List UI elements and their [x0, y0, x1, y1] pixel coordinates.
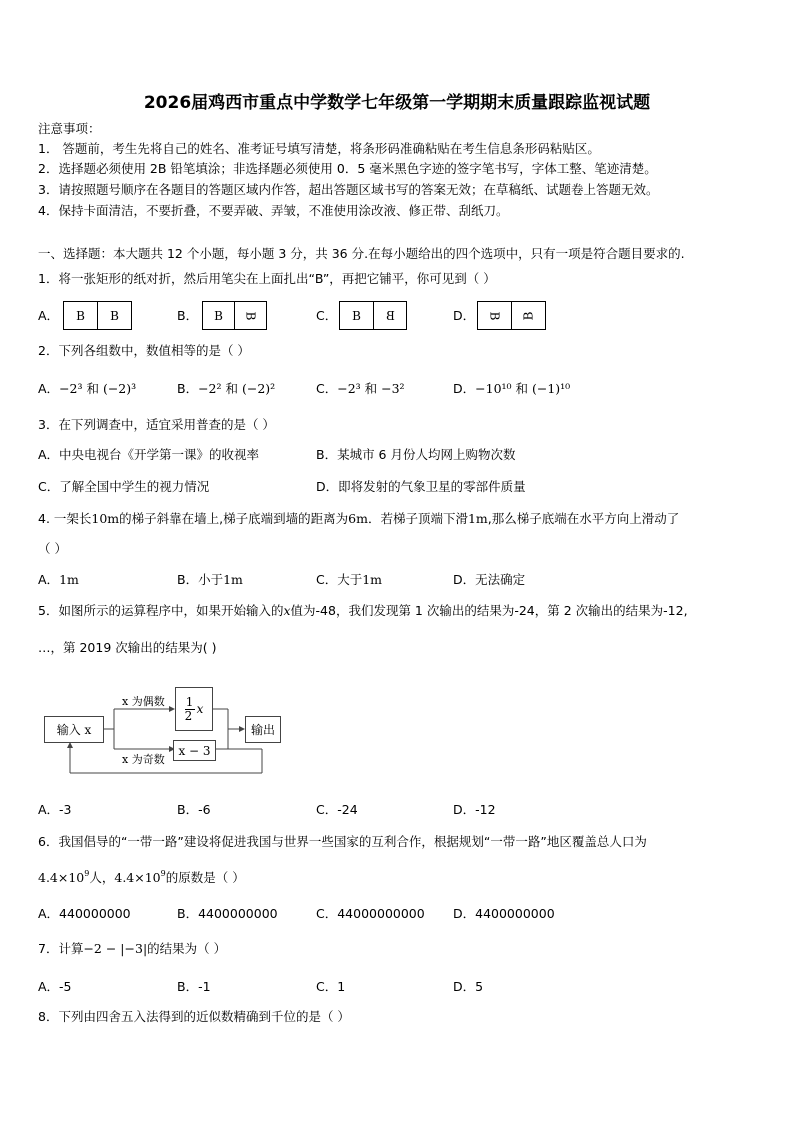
b-letter: B: [97, 302, 131, 329]
question-4-paren: （ ）: [38, 541, 67, 556]
q1-option-d-figure: [477, 301, 546, 330]
q1-option-c-figure: [339, 301, 407, 330]
q2-option-d: D．−10¹⁰ 和 (−1)¹⁰: [453, 381, 571, 396]
flow-half-num: 1: [185, 694, 194, 709]
q4-option-d: D．无法确定: [453, 572, 526, 587]
b-letter-rotated: B: [243, 311, 258, 320]
notice-item: 2．选择题必须使用 2B 铅笔填涂；非选择题必须使用 0．5 毫米黑色字迹的签字笔书写，字体工整、笔迹清楚。: [38, 161, 657, 176]
flow-half-x: x: [196, 702, 204, 716]
flow-output-box: 输出: [245, 716, 281, 743]
b-letter: B: [76, 308, 85, 323]
q4-option-b: B．小于1m: [177, 572, 243, 587]
b-letter-rotated: B: [521, 311, 536, 320]
question-1-stem: 1．将一张矩形的纸对折，然后用笔尖在上面扎出“B”，再把它铺平，你可见到（ ）: [38, 271, 496, 286]
section-heading: 一、选择题：本大题共 12 个小题，每小题 3 分，共 36 分.在每小题给出的四个选项中，只有一项是符合题目要求的.: [38, 246, 685, 261]
q3-option-d: D．即将发射的气象卫星的零部件质量: [316, 479, 526, 494]
q6-option-d: D．4400000000: [453, 906, 555, 921]
b-letter: B: [352, 308, 361, 323]
flow-minus-box: x − 3: [173, 740, 216, 761]
flow-odd-label: x 为奇数: [122, 753, 165, 766]
b-letter: B: [214, 308, 223, 323]
flow-half-den: 2: [185, 709, 195, 723]
q7-option-c: C．1: [316, 979, 346, 994]
q1-option-d-label: D．: [453, 308, 476, 323]
b-letter-rotated: B: [487, 311, 502, 320]
question-6-stem-cont: $4.4\times 10^9$人，$4.4\times 10^9$的原数是（ ）: [38, 869, 245, 885]
q3-option-b: B．某城市 6 月份人均网上购物次数: [316, 447, 516, 462]
q6-option-b: B．4400000000: [177, 906, 278, 921]
q2-option-c: C．−2³ 和 −3²: [316, 381, 405, 396]
question-5-stem-cont: …，第 2019 次输出的结果为( ): [38, 640, 217, 655]
question-3-stem: 3．在下列调查中，适宜采用普查的是（ ）: [38, 417, 275, 432]
q4-option-c: C．大于1m: [316, 572, 383, 587]
q1-option-a-label: A．: [38, 308, 60, 323]
question-4-stem: 4. 一架长10m的梯子斜靠在墙上,梯子底端到墙的距离为6m．若梯子顶端下滑1m,那么梯子底端在水平方向上滑动了: [38, 511, 680, 526]
q5-option-a: A．-3: [38, 802, 72, 817]
q3-option-a: A．中央电视台《开学第一课》的收视率: [38, 447, 260, 462]
q1-option-a-figure: [63, 301, 132, 330]
q1-option-b-label: B．: [177, 308, 199, 323]
question-5-stem: 5．如图所示的运算程序中，如果开始输入的x值为-48，我们发现第 1 次输出的结果为-24，第 2 次输出的结果为-12,: [38, 603, 688, 618]
notice-item: 3．请按照题号顺序在各题目的答题区域内作答，超出答题区域书写的答案无效；在草稿纸、试题卷上答题无效。: [38, 182, 659, 197]
notice-heading: 注意事项：: [38, 121, 101, 136]
q5-option-b: B．-6: [177, 802, 211, 817]
question-2-stem: 2．下列各组数中，数值相等的是（ ）: [38, 343, 250, 358]
flowchart: [40, 685, 290, 780]
q2-option-b: B．−2² 和 (−2)²: [177, 381, 276, 396]
flow-input-box: 输入 x: [44, 716, 104, 743]
q1-option-b-figure: [202, 301, 267, 330]
q5-option-d: D．-12: [453, 802, 496, 817]
q6-option-a: A．440000000: [38, 906, 131, 921]
question-7-stem: 7．计算−2 − |−3|的结果为（ ）: [38, 941, 227, 956]
flow-half-box: [175, 687, 213, 731]
notice-item: 1． 答题前，考生先将自己的姓名、准考证号填写清楚，将条形码准确粘贴在考生信息条形码粘贴区。: [38, 141, 600, 156]
question-8-stem: 8．下列由四舍五入法得到的近似数精确到千位的是（ ）: [38, 1009, 350, 1024]
q3-option-c: C．了解全国中学生的视力情况: [38, 479, 210, 494]
q7-option-d: D．5: [453, 979, 484, 994]
notice-item: 4．保持卡面清洁，不要折叠，不要弄破、弄皱，不准使用涂改液、修正带、刮纸刀。: [38, 203, 509, 218]
q2-option-a: A．−2³ 和 (−2)³: [38, 381, 137, 396]
b-letter-mirrored: B: [386, 308, 395, 323]
question-6-stem: 6．我国倡导的“一带一路”建设将促进我国与世界一些国家的互利合作，根据规划“一带一路”地区覆盖总人口为: [38, 834, 647, 849]
flow-even-label: x 为偶数: [122, 695, 165, 708]
q5-option-c: C．-24: [316, 802, 358, 817]
q7-option-b: B．-1: [177, 979, 211, 994]
q7-option-a: A．-5: [38, 979, 72, 994]
q1-option-c-label: C．: [316, 308, 338, 323]
page-title: 2026届鸡西市重点中学数学七年级第一学期期末质量跟踪监视试题: [143, 93, 651, 113]
q4-option-a: A．1m: [38, 572, 79, 587]
q6-option-c: C．44000000000: [316, 906, 425, 921]
